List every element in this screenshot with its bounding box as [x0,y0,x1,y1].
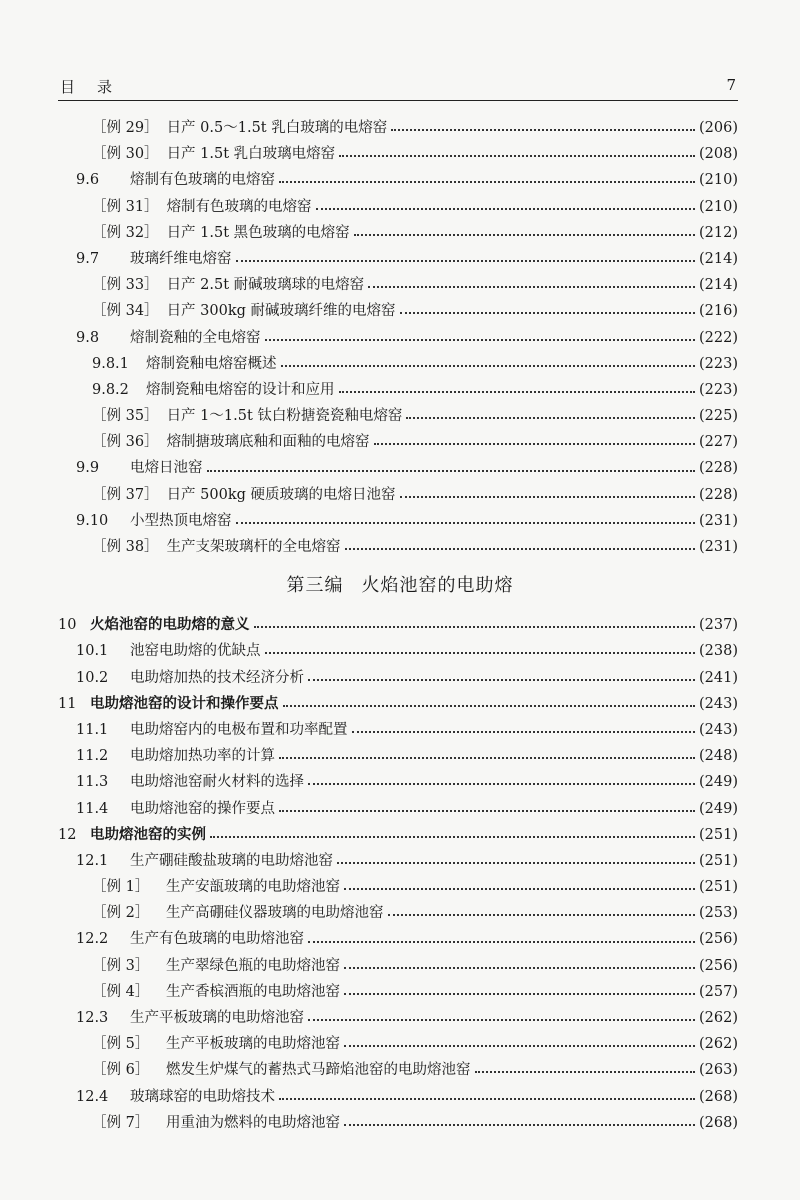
toc-entry-page: (228) [699,486,738,503]
toc-entry-number: ［例 3］ [92,957,150,974]
toc-entry-title: 熔制有色玻璃的电熔窑 [130,172,275,189]
toc-entry-number: 12.3 [76,1010,109,1026]
toc-entry-page: (231) [699,512,738,529]
toc-entry [0,403,800,429]
toc-entry [0,665,800,691]
dot-leader [308,783,695,785]
toc-entry-number: ［例 38］ [92,539,159,555]
toc-entry-title: 电助熔池窑的操作要点 [130,800,275,817]
toc-entry [0,848,800,874]
toc-entry-number: 12.4 [76,1088,109,1105]
toc-entry-title: 用重油为燃料的电助熔池窑 [166,1114,340,1131]
dot-leader [344,888,695,890]
toc-entry [0,141,800,167]
toc-entry [0,638,800,664]
toc-entry-page: (268) [699,1114,738,1131]
dot-leader [400,496,695,498]
toc-entry-page: (210) [699,198,738,215]
toc-entry-title: 池窑电助熔的优缺点 [130,643,261,660]
toc-entry [0,926,800,952]
toc-entry-number: ［例 5］ [92,1036,150,1053]
dot-leader [281,365,696,367]
toc-entry-number: 11.3 [76,774,109,791]
toc-entry-title: 电助熔加热的技术经济分析 [130,669,304,686]
dot-leader [236,522,696,524]
toc-entry-number: ［例 30］ [92,146,159,163]
toc-entry [0,194,800,220]
dot-leader [344,967,695,969]
toc-entry-title: 熔制瓷釉电熔窑概述 [146,355,277,372]
dot-leader [354,234,695,236]
toc-entry-number: ［例 7］ [92,1114,150,1131]
toc-entry-title: 日产 1.5t 黑色玻璃的电熔窑 [166,224,350,241]
toc-entry [0,1005,800,1031]
header-page-number: 7 [726,76,736,94]
toc-entry-page: (251) [699,852,738,869]
dot-leader [352,731,696,733]
toc-entry [0,953,800,979]
toc-entry [0,429,800,455]
toc-entry-title: 熔制有色玻璃的电熔窑 [166,198,312,215]
toc-entry [0,1031,800,1057]
toc-entry-page: (212) [699,224,738,241]
toc-entry-number: 9.6 [76,172,100,189]
dot-leader [308,1019,695,1021]
toc-entry-page: (249) [699,800,738,817]
toc-entry [0,769,800,795]
toc-entry [0,874,800,900]
toc-entry-title: 生产硼硅酸盐玻璃的电助熔池窑 [130,852,333,869]
toc-entry [0,325,800,351]
toc-entry-page: (249) [699,774,738,791]
toc-entry-title: 生产香槟酒瓶的电助熔池窑 [166,983,340,1000]
toc-entry [0,822,800,848]
toc-entry [0,508,800,534]
toc-entry-title: 电助熔窑内的电极布置和功率配置 [130,721,348,738]
toc-entry-title: 日产 1～1.5t 钛白粉搪瓷瓷釉电熔窑 [166,408,403,425]
toc-entry-page: (248) [699,748,738,765]
toc-entry-title: 生产高硼硅仪器玻璃的电助熔池窑 [166,905,384,922]
toc-entry-page: (216) [699,303,738,320]
toc-entry-title: 燃发生炉煤气的蓄热式马蹄焰池窑的电助熔池窑 [166,1062,471,1079]
toc-section-chapter-9 [0,115,800,560]
dot-leader [254,626,696,628]
dot-leader [265,652,696,654]
toc-entry-number: ［例 34］ [92,303,159,320]
toc-entry [0,115,800,141]
toc-entry-title: 熔制搪玻璃底釉和面釉的电熔窑 [166,434,370,451]
toc-entry-title: 玻璃球窑的电助熔技术 [130,1088,275,1105]
dot-leader [374,443,695,445]
dot-leader [345,548,695,550]
toc-entry [0,298,800,324]
toc-entry [0,979,800,1005]
dot-leader [210,836,695,838]
dot-leader [344,1124,695,1126]
toc-entry-number: ［例 32］ [92,224,159,241]
toc-entry-number: 11.4 [76,800,109,817]
toc-entry-number: 12 [58,826,77,843]
toc-entry-page: (231) [699,539,738,555]
toc-entry [0,272,800,298]
toc-entry-title: 生产支架玻璃杆的全电熔窑 [166,539,341,555]
dot-leader [308,941,695,943]
toc-entry-number: 12.2 [76,931,109,948]
toc-entry-title: 电助熔池窑的实例 [90,825,206,843]
toc-entry-number: ［例 37］ [92,486,159,503]
toc-entry-title: 日产 1.5t 乳白玻璃电熔窑 [166,146,336,163]
table-of-contents [0,115,800,1136]
toc-entry-title: 电助熔池窑耐火材料的选择 [130,774,304,791]
toc-entry-title: 生产平板玻璃的电助熔池窑 [130,1010,304,1026]
toc-entry [0,900,800,926]
dot-leader [337,862,695,864]
toc-entry-title: 小型热顶电熔窑 [130,512,232,529]
toc-section-part-3 [0,612,800,1136]
toc-entry-page: (214) [699,277,738,294]
toc-entry [0,351,800,377]
toc-entry-page: (206) [699,120,738,136]
toc-entry-page: (228) [699,460,738,477]
dot-leader [388,914,696,916]
toc-entry [0,482,800,508]
toc-entry-number: 9.9 [76,460,100,477]
dot-leader [283,705,696,707]
toc-entry-number: ［例 29］ [92,120,159,136]
toc-entry-number: ［例 4］ [92,983,150,1000]
dot-leader [400,312,695,314]
toc-entry-page: (268) [699,1088,738,1105]
toc-entry-title: 日产 2.5t 耐碱玻璃球的电熔窑 [166,277,365,294]
toc-entry-number: ［例 1］ [92,879,150,896]
toc-entry-page: (210) [699,172,738,189]
toc-entry-page: (262) [699,1036,738,1053]
part-title [0,560,800,612]
toc-entry-number: ［例 33］ [92,277,159,294]
toc-entry-page: (251) [699,826,738,843]
dot-leader [279,810,695,812]
toc-entry-number: 11.1 [76,721,109,738]
dot-leader [475,1071,696,1073]
toc-entry-number: ［例 35］ [92,408,159,425]
toc-entry-number: 11.2 [76,748,109,765]
dot-leader [265,339,696,341]
toc-entry-number: 9.8.2 [92,381,129,398]
dot-leader [344,993,695,995]
toc-entry [0,377,800,403]
dot-leader [236,260,696,262]
header-section-title: 目录 [60,78,135,96]
part-title-label: 第三编 [286,575,344,597]
toc-entry [0,167,800,193]
toc-entry-page: (253) [699,905,738,922]
toc-entry-number: 9.8.1 [92,355,129,372]
dot-leader [207,470,696,472]
toc-entry-number: 10 [58,617,77,634]
toc-entry [0,1084,800,1110]
toc-entry-number: 10.1 [76,643,109,660]
toc-entry [0,246,800,272]
dot-leader [344,1045,695,1047]
toc-entry-number: 9.7 [76,250,100,267]
toc-entry-title: 电助熔加热功率的计算 [130,748,275,765]
toc-entry-page: (251) [699,879,738,896]
dot-leader [368,286,695,288]
toc-entry [0,220,800,246]
dot-leader [406,417,695,419]
toc-entry-page: (222) [699,329,738,346]
toc-entry-title: 熔制瓷釉的全电熔窑 [130,329,261,346]
toc-entry-page: (243) [699,721,738,738]
dot-leader [316,208,695,210]
toc-entry-number: ［例 6］ [92,1062,150,1079]
toc-entry-page: (227) [699,434,738,451]
toc-entry [0,1057,800,1083]
toc-entry-title: 日产 0.5～1.5t 乳白玻璃的电熔窑 [166,120,388,136]
toc-entry [0,691,800,717]
toc-entry-page: (243) [699,695,738,712]
toc-entry-title: 玻璃纤维电熔窑 [130,250,232,267]
toc-entry-number: 12.1 [76,852,109,869]
toc-entry-page: (262) [699,1010,738,1026]
toc-entry [0,796,800,822]
toc-entry-title: 电熔日池窑 [130,460,203,477]
toc-entry [0,455,800,481]
toc-entry-page: (223) [699,381,738,398]
dot-leader [279,757,695,759]
toc-entry-page: (241) [699,669,738,686]
toc-entry-page: (237) [699,617,738,634]
toc-entry [0,612,800,638]
toc-entry-number: ［例 2］ [92,905,150,922]
toc-entry-number: ［例 31］ [92,198,159,215]
toc-entry-number: 9.10 [76,512,109,529]
dot-leader [279,1098,695,1100]
dot-leader [339,391,696,393]
toc-entry-title: 电助熔池窑的设计和操作要点 [90,694,279,712]
toc-entry-page: (257) [699,983,738,1000]
toc-entry [0,534,800,560]
running-header [58,76,738,101]
toc-entry-title: 生产安瓿玻璃的电助熔池窑 [166,879,340,896]
dot-leader [391,129,695,131]
toc-entry-page: (263) [699,1062,738,1079]
toc-entry-title: 日产 300kg 耐碱玻璃纤维的电熔窑 [166,303,396,320]
dot-leader [308,679,695,681]
toc-entry-title: 日产 500kg 硬质玻璃的电熔日池窑 [166,486,396,503]
toc-entry [0,743,800,769]
toc-entry-page: (256) [699,957,738,974]
toc-entry-title: 熔制瓷釉电熔窑的设计和应用 [146,381,335,398]
toc-entry-title: 火焰池窑的电助熔的意义 [90,616,250,634]
toc-entry-page: (223) [699,355,738,372]
toc-entry-number: 10.2 [76,669,109,686]
toc-entry-title: 生产有色玻璃的电助熔池窑 [130,931,304,948]
toc-entry-title: 生产平板玻璃的电助熔池窑 [166,1036,340,1053]
part-title-name: 火焰池窑的电助熔 [361,575,514,597]
toc-entry-page: (238) [699,643,738,660]
dot-leader [339,155,695,157]
toc-entry-number: ［例 36］ [92,434,159,451]
toc-entry-page: (208) [699,146,738,163]
toc-entry-number: 9.8 [76,329,100,346]
toc-entry-title: 生产翠绿色瓶的电助熔池窑 [166,957,340,974]
toc-entry-page: (225) [699,408,738,425]
dot-leader [279,181,695,183]
toc-entry-page: (256) [699,931,738,948]
toc-entry [0,1110,800,1136]
toc-entry-page: (214) [699,250,738,267]
toc-entry-number: 11 [58,695,77,712]
toc-entry [0,717,800,743]
